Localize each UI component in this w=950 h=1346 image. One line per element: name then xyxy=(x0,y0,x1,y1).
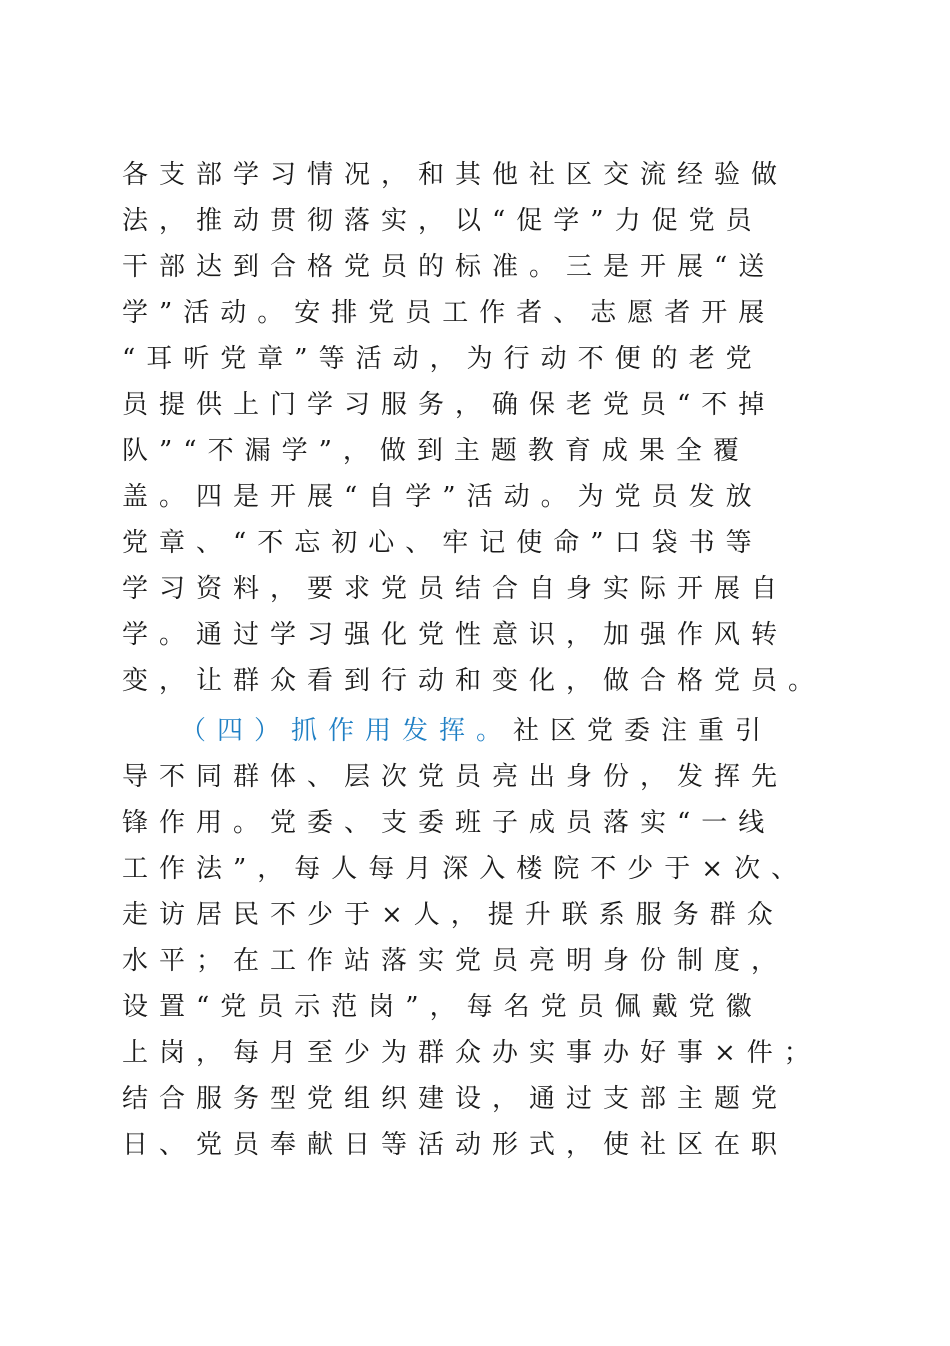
text-line: 党章、“不忘初心、牢记使命”口袋书等 xyxy=(122,528,763,558)
text-line: 锋作用。党委、支委班子成员落实“一线 xyxy=(122,808,776,838)
text-line: 队”“不漏学”，做到主题教育成果全覆 xyxy=(122,436,750,466)
text-line: 上岗，每月至少为群众办实事办好事×件； xyxy=(122,1038,821,1068)
text-line: 各支部学习情况，和其他社区交流经验做 xyxy=(122,160,789,190)
text-line: 水平；在工作站落实党员亮明身份制度， xyxy=(122,946,789,976)
text-line: 盖。四是开展“自学”活动。为党员发放 xyxy=(122,482,763,512)
text-line: 设置“党员示范岗”，每名党员佩戴党徽 xyxy=(122,992,763,1022)
section-heading-line xyxy=(180,708,900,754)
text-line: 导不同群体、层次党员亮出身份，发挥先 xyxy=(122,762,789,792)
text-line: 学。通过学习强化党性意识，加强作风转 xyxy=(122,620,789,650)
text-line: 结合服务型党组织建设，通过支部主题党 xyxy=(122,1084,789,1114)
text-line: 学习资料，要求党员结合自身实际开展自 xyxy=(122,574,789,604)
text-line: 员提供上门学习服务，确保老党员“不掉 xyxy=(122,390,776,420)
text-line: 变，让群众看到行动和变化，做合格党员。 xyxy=(122,666,826,696)
text-line: 走访居民不少于×人，提升联系服务群众 xyxy=(122,900,784,930)
text-line: 学”活动。安排党员工作者、志愿者开展 xyxy=(122,298,776,328)
text-line: 工作法”，每人每月深入楼院不少于×次、 xyxy=(122,854,809,884)
text-line: 法，推动贯彻落实，以“促学”力促党员 xyxy=(122,206,763,236)
section-heading-rest: 社区党委注重引 xyxy=(513,716,773,746)
text-line: 日、党员奉献日等活动形式，使社区在职 xyxy=(122,1130,789,1160)
text-line: “耳听党章”等活动，为行动不便的老党 xyxy=(122,344,763,374)
section-heading: （四）抓作用发挥。 xyxy=(180,716,514,746)
text-line: 干部达到合格党员的标准。三是开展“送 xyxy=(122,252,776,282)
